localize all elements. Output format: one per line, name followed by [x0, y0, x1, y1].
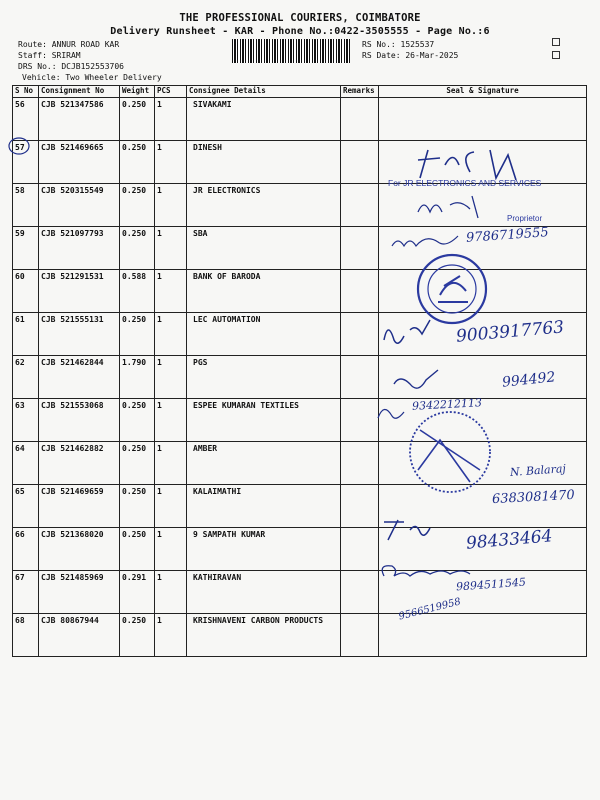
handwritten-phone-66: 98433464: [465, 526, 554, 554]
row-consignment: CJB 521462844: [39, 356, 120, 399]
row-sno: 66: [13, 528, 39, 571]
handwritten-phone-67: 9894511545: [455, 575, 527, 594]
row-consignment: CJB 521485969: [39, 571, 120, 614]
signature-61: [384, 320, 430, 343]
row-consignment: CJB 521291531: [39, 270, 120, 313]
handwritten-phone-68: 9566519958: [397, 596, 463, 623]
row-consignee: KRISHNAVENI CARBON PRODUCTS: [187, 614, 341, 657]
handwritten-phone-62: 994492: [501, 369, 557, 391]
col-consignee: Consignee Details: [187, 86, 341, 98]
row-sno: 60: [13, 270, 39, 313]
row-weight: 0.250: [120, 184, 155, 227]
row-pcs: 1: [155, 528, 187, 571]
row-consignee: PGS: [187, 356, 341, 399]
circle-mark: [9, 138, 29, 154]
row-weight: 0.250: [120, 528, 155, 571]
row-sno: 61: [13, 313, 39, 356]
col-consignment: Consignment No: [39, 86, 120, 98]
row-sno: 62: [13, 356, 39, 399]
row-consignment: CJB 521368020: [39, 528, 120, 571]
row-pcs: 1: [155, 485, 187, 528]
row-consignment: CJB 521462882: [39, 442, 120, 485]
row-pcs: 1: [155, 98, 187, 141]
stamp-proprietor: Proprietor: [507, 214, 543, 223]
handwritten-phone-61: 9003917763: [455, 317, 565, 347]
row-pcs: 1: [155, 227, 187, 270]
row-sno: 68: [13, 614, 39, 657]
row-consignment: CJB 521469659: [39, 485, 120, 528]
row-consignee: 9 SAMPATH KUMAR: [187, 528, 341, 571]
row-sno: 56: [13, 98, 39, 141]
row-sno: 63: [13, 399, 39, 442]
row-consignment: CJB 521097793: [39, 227, 120, 270]
runsheet-subtitle: Delivery Runsheet - KAR - Phone No.:0422-3505555 - Page No.:6: [110, 26, 490, 37]
signature-59: [392, 236, 458, 246]
row-consignment: CJB 520315549: [39, 184, 120, 227]
stamp-jr-electronics: For JR ELECTRONICS AND SERVICES: [388, 178, 542, 188]
signature-62: [394, 370, 438, 388]
row-sno: 58: [13, 184, 39, 227]
row-weight: 0.250: [120, 313, 155, 356]
handwritten-phone-63: 9342212113: [411, 396, 483, 413]
row-consignment: CJB 521555131: [39, 313, 120, 356]
rs-date: RS Date: 26-Mar-2025: [362, 51, 459, 60]
row-sno: 67: [13, 571, 39, 614]
row-pcs: 1: [155, 399, 187, 442]
signature-67: [382, 566, 470, 576]
row-sno: 64: [13, 442, 39, 485]
row-pcs: 1: [155, 141, 187, 184]
initials-58: [418, 196, 478, 218]
row-pcs: 1: [155, 270, 187, 313]
row-consignment: CJB 521469665: [39, 141, 120, 184]
row-weight: 0.250: [120, 442, 155, 485]
signature-66: [384, 520, 430, 540]
signature-63: [378, 409, 404, 418]
col-remarks: Remarks: [341, 86, 379, 98]
row-consignment: CJB 80867944: [39, 614, 120, 657]
row-consignee: JR ELECTRONICS: [187, 184, 341, 227]
row-weight: 0.588: [120, 270, 155, 313]
bank-stamp: [418, 255, 486, 323]
staff: Staff: SRIRAM: [18, 51, 81, 60]
col-weight: Weight: [120, 86, 155, 98]
row-pcs: 1: [155, 614, 187, 657]
row-weight: 0.250: [120, 98, 155, 141]
row-consignee: SIVAKAMI: [187, 98, 341, 141]
route: Route: ANNUR ROAD KAR: [18, 40, 120, 49]
row-weight: 1.790: [120, 356, 155, 399]
row-sno: 57: [13, 141, 39, 184]
signature-58: [418, 150, 516, 180]
handwritten-phone-59: 9786719555: [465, 225, 550, 246]
row-pcs: 1: [155, 571, 187, 614]
row-weight: 0.250: [120, 227, 155, 270]
row-pcs: 1: [155, 356, 187, 399]
row-consignee: BANK OF BARODA: [187, 270, 341, 313]
row-consignee: SBA: [187, 227, 341, 270]
row-weight: 0.250: [120, 485, 155, 528]
col-sno: S No: [13, 86, 39, 98]
row-sno: 59: [13, 227, 39, 270]
row-weight: 0.250: [120, 399, 155, 442]
row-consignee: KALAIMATHI: [187, 485, 341, 528]
row-pcs: 1: [155, 184, 187, 227]
row-sno: 65: [13, 485, 39, 528]
row-consignee: KATHIRAVAN: [187, 571, 341, 614]
row-consignee: LEC AUTOMATION: [187, 313, 341, 356]
row-weight: 0.250: [120, 614, 155, 657]
row-weight: 0.250: [120, 141, 155, 184]
vehicle: Vehicle: Two Wheeler Delivery: [22, 73, 162, 82]
handwritten-phone-65: 6383081470: [491, 487, 576, 508]
col-pcs: PCS: [155, 86, 187, 98]
row-consignment: CJB 521553068: [39, 399, 120, 442]
drs-number: DRS No.: DCJB152553706: [18, 62, 124, 71]
row-consignee: AMBER: [187, 442, 341, 485]
row-consignee: ESPEE KUMARAN TEXTILES: [187, 399, 341, 442]
col-signature: Seal & Signature: [379, 86, 587, 98]
round-stamp-64: [410, 412, 490, 492]
row-weight: 0.291: [120, 571, 155, 614]
row-pcs: 1: [155, 313, 187, 356]
company-title: THE PROFESSIONAL COURIERS, COIMBATORE: [179, 12, 421, 24]
row-pcs: 1: [155, 442, 187, 485]
handwritten-name-65: N. Balaraj: [509, 462, 567, 479]
row-consignee: DINESH: [187, 141, 341, 184]
row-consignment: CJB 521347586: [39, 98, 120, 141]
rs-number: RS No.: 1525537: [362, 40, 435, 49]
